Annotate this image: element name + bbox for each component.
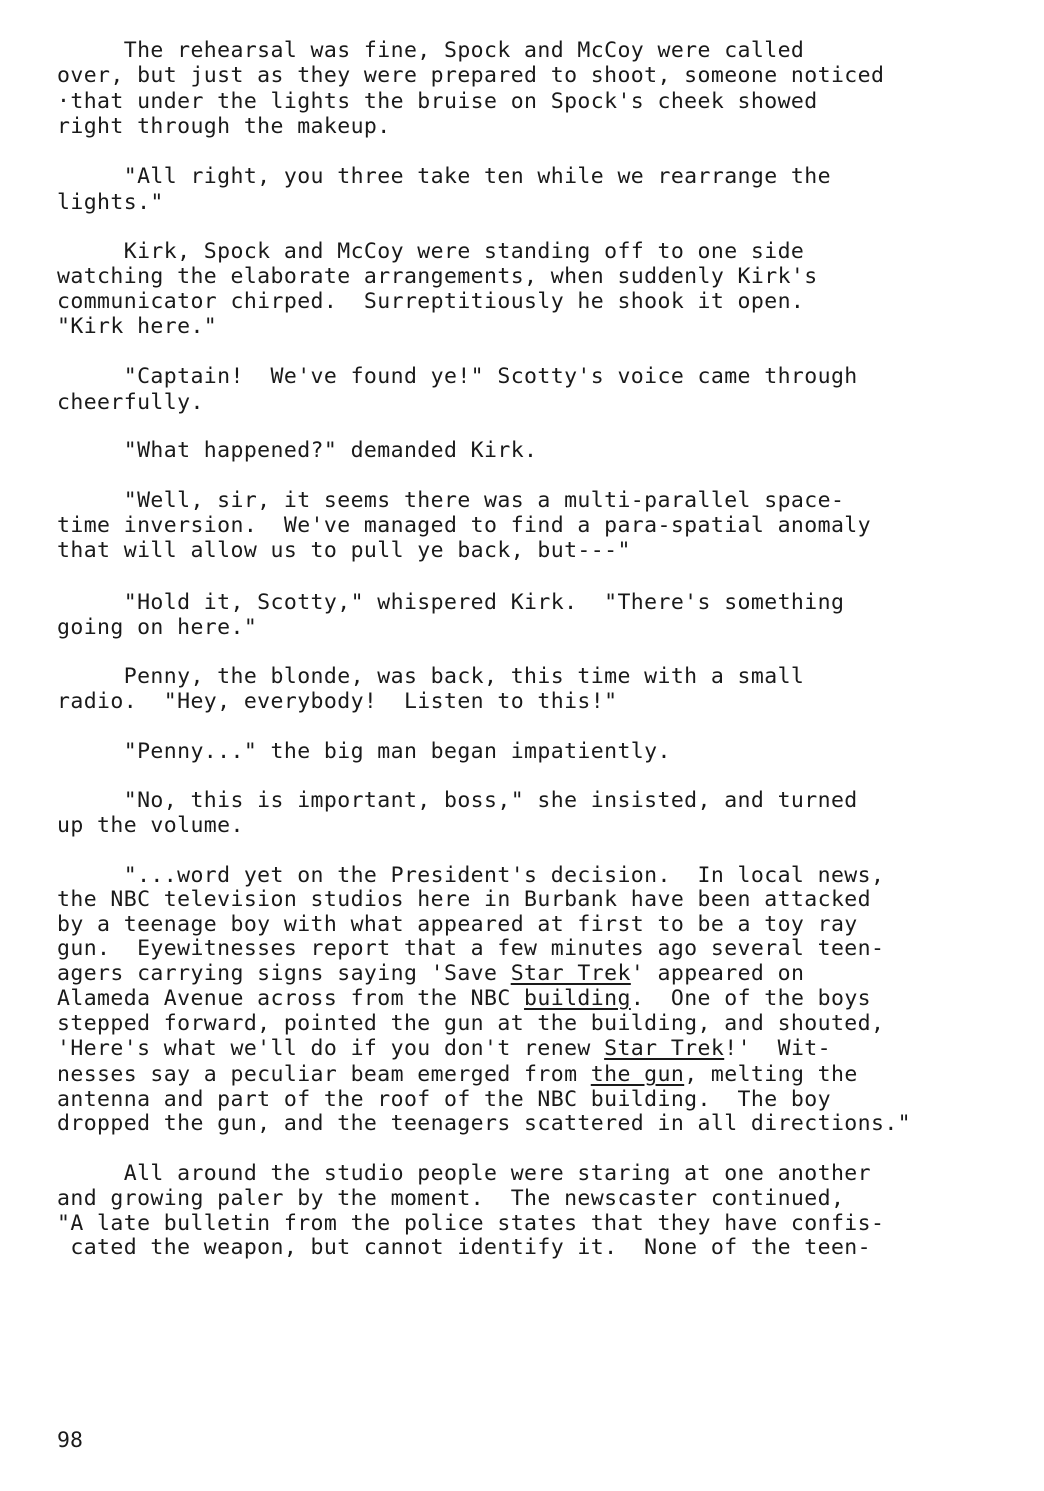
text-line: going on here." [57,615,258,640]
text-line: cated the weapon, but cannot identify it. None of the teen- [57,1235,871,1260]
text-line: "A late bulletin from the police states that they have confis- [57,1211,885,1236]
text-line: ·that under the lights the bruise on Spock's cheek showed [57,89,818,114]
text-line: All around the studio people were staring at one another [57,1161,871,1186]
text-line: that will allow us to pull ye back, but---" [57,538,631,563]
text-line: gun. Eyewitnesses report that a few minutes ago several teen- [57,936,885,961]
text-line: dropped the gun, and the teenagers scattered in all directions." [57,1111,912,1136]
text-line: radio. "Hey, everybody! Listen to this!" [57,689,618,714]
text-line: lights." [57,190,164,215]
text-line: "Well, sir, it seems there was a multi-parallel space- [57,488,845,513]
text-line: "Penny..." the big man began impatiently. [57,739,671,764]
text-line: "Kirk here." [57,314,218,339]
text-line: over, but just as they were prepared to shoot, someone noticed [57,63,885,88]
text-line: The rehearsal was fine, Spock and McCoy were called [57,38,805,63]
text-line: time inversion. We've managed to find a para-spatial anomaly [57,513,871,538]
text-line: by a teenage boy with what appeared at first to be a toy ray [57,912,858,937]
text-line: "Captain! We've found ye!" Scotty's voice came through [57,364,858,389]
text-line: agers carrying signs saying 'Save Star Trek' appeared on [57,961,805,986]
text-line: the NBC television studios here in Burbank have been attacked [57,887,871,912]
text-line: stepped forward, pointed the gun at the building, and shouted, [57,1011,885,1036]
text-line: antenna and part of the roof of the NBC building. The boy [57,1087,831,1112]
text-line: "Hold it, Scotty," whispered Kirk. "There's something [57,590,845,615]
text-line: "What happened?" demanded Kirk. [57,438,538,463]
text-line: "...word yet on the President's decision. In local news, [57,863,885,888]
text-line: right through the makeup. [57,114,391,139]
text-line: communicator chirped. Surreptitiously he shook it open. [57,289,805,314]
text-line: nesses say a peculiar beam emerged from the gun, melting the [57,1062,858,1087]
text-line: and growing paler by the moment. The newscaster continued, [57,1186,845,1211]
text-line: Penny, the blonde, was back, this time with a small [57,664,805,689]
text-line: "All right, you three take ten while we rearrange the [57,164,831,189]
text-line: up the volume. [57,813,244,838]
page-number: 98 [57,1428,83,1453]
text-line: "No, this is important, boss," she insisted, and turned [57,788,858,813]
text-line: watching the elaborate arrangements, when suddenly Kirk's [57,264,818,289]
text-line: Alameda Avenue across from the NBC building. One of the boys [57,986,872,1011]
text-line: 'Here's what we'll do if you don't renew Star Trek!' Wit- [57,1036,831,1061]
text-line: cheerfully. [57,390,204,415]
text-line: Kirk, Spock and McCoy were standing off to one side [57,239,805,264]
